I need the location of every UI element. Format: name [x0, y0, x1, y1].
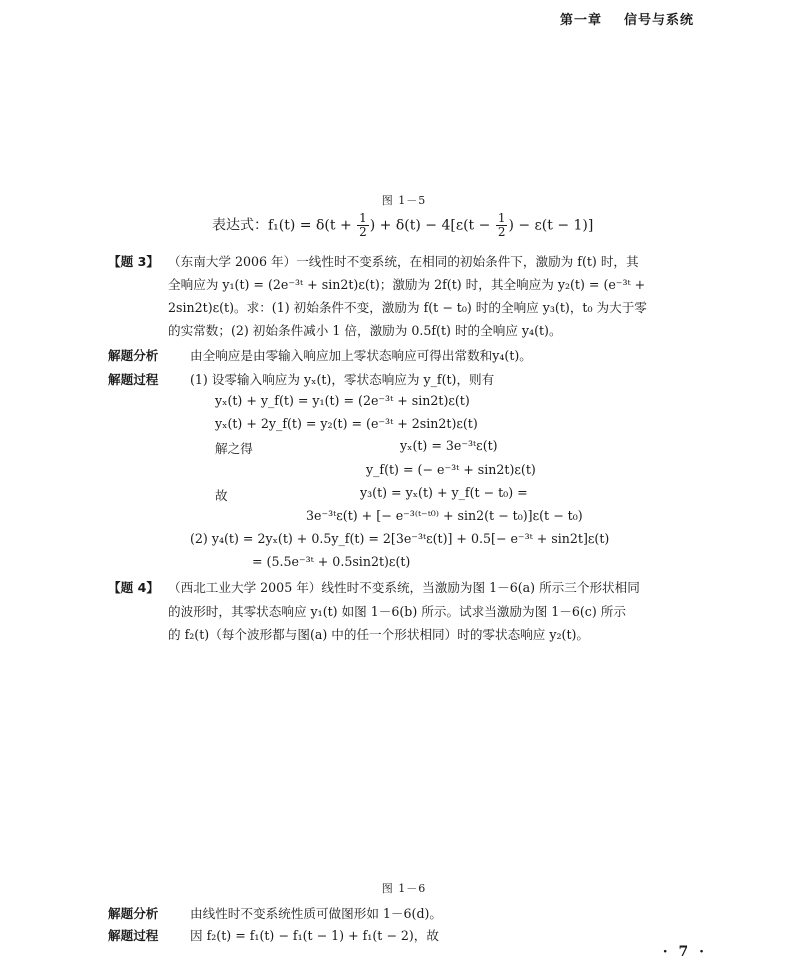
figure-1-5-caption: 图 1－5 — [381, 194, 427, 207]
problem-3-line-2: 全响应为 y₁(t) = (2e⁻³ᵗ + sin2t)ε(t)；激励为 2f(t) 时，其全响应为 y₂(t) = (e⁻³ᵗ + — [168, 277, 646, 292]
problem-3-line-1: （东南大学 2006 年）一线性时不变系统，在相同的初始条件下，激励为 f(t) 时，其 — [168, 254, 639, 269]
fraction-denominator: 2 — [359, 225, 367, 239]
analysis-3-text: 由全响应是由零输入响应加上零状态响应可得出常数和y₄(t)。 — [190, 348, 532, 363]
problem-4-line-1: （西北工业大学 2005 年）线性时不变系统，当激励为图 1－6(a) 所示三个形状相同 — [168, 580, 640, 595]
process-3-line-11: = (5.5e⁻³ᵗ + 0.5sin2t)ε(t) — [252, 554, 411, 569]
page-number: · 7 · — [662, 944, 707, 960]
expression-prefix: 表达式：f₁(t) = δ(t + — [212, 217, 357, 234]
figure-1-6-caption: 图 1－6 — [381, 882, 427, 895]
problem-3-label: 【题 3】 — [108, 254, 159, 269]
process-3-line-8: y₃(t) = yₓ(t) + y_f(t − t₀) = — [360, 485, 528, 500]
analysis-4-text: 由线性时不变系统性质可做图形如 1－6(d)。 — [190, 906, 443, 921]
chapter-title: 信号与系统 — [623, 13, 694, 28]
process-4-text: 因 f₂(t) = f₁(t) − f₁(t − 1) + f₁(t − 2)，故 — [190, 928, 439, 943]
problem-3-line-4: 的实常数；(2) 初始条件减小 1 倍，激励为 0.5f(t) 时的全响应 y₄(t)。 — [168, 323, 562, 338]
process-3-line-7: 故 — [215, 488, 228, 503]
analysis-3-label: 解题分析 — [108, 348, 159, 363]
process-3-line-5: yₓ(t) = 3e⁻³ᵗε(t) — [400, 438, 498, 453]
running-header — [560, 9, 694, 28]
process-3-line-2: yₓ(t) + y_f(t) = y₁(t) = (2e⁻³ᵗ + sin2t)ε(t) — [215, 393, 470, 408]
process-3-line-9: 3e⁻³ᵗε(t) + [− e⁻³⁽ᵗ⁻ᵗ⁰⁾ + sin2(t − t₀)]ε(t − t₀) — [306, 508, 583, 523]
process-3-line-3: yₓ(t) + 2y_f(t) = y₂(t) = (e⁻³ᵗ + 2sin2t)ε(t) — [215, 416, 478, 431]
process-3-line-10: (2) y₄(t) = 2yₓ(t) + 0.5y_f(t) = 2[3e⁻³ᵗε(t)] + 0.5[− e⁻³ᵗ + sin2t]ε(t) — [190, 531, 610, 546]
expression-suffix: ) − ε(t − 1)] — [508, 217, 594, 234]
fraction-denominator: 2 — [497, 225, 506, 239]
problem-4-label: 【题 4】 — [108, 580, 159, 595]
fraction-numerator: 1 — [359, 211, 367, 225]
process-3-line-1: (1) 设零输入响应为 yₓ(t)，零状态响应为 y_f(t)，则有 — [190, 372, 495, 387]
problem-3-line-3: 2sin2t)ε(t)。求：(1) 初始条件不变，激励为 f(t − t₀) 时的全响应 y₃(t)，t₀ 为大于零 — [168, 300, 647, 315]
problem-4-line-3: 的 f₂(t)（每个波形都与图(a) 中的任一个形状相同）时的零状态响应 y₂(t)。 — [168, 627, 590, 642]
process-3-line-4: 解之得 — [215, 441, 253, 456]
problem-4-line-2: 的波形时，其零状态响应 y₁(t) 如图 1－6(b) 所示。试求当激励为图 1－6(c) 所示 — [168, 604, 626, 619]
analysis-4-label: 解题分析 — [108, 906, 159, 921]
process-4-label: 解题过程 — [108, 928, 159, 943]
expression-f1 — [212, 212, 593, 239]
fraction-half-1 — [357, 212, 369, 239]
fraction-numerator: 1 — [497, 211, 506, 225]
process-3-label: 解题过程 — [108, 372, 159, 387]
chapter-label: 第一章 — [559, 13, 602, 28]
process-3-line-6: y_f(t) = (− e⁻³ᵗ + sin2t)ε(t) — [366, 462, 536, 477]
expression-middle: ) + δ(t) − 4[ε(t − — [369, 217, 495, 234]
fraction-half-2 — [496, 212, 508, 239]
